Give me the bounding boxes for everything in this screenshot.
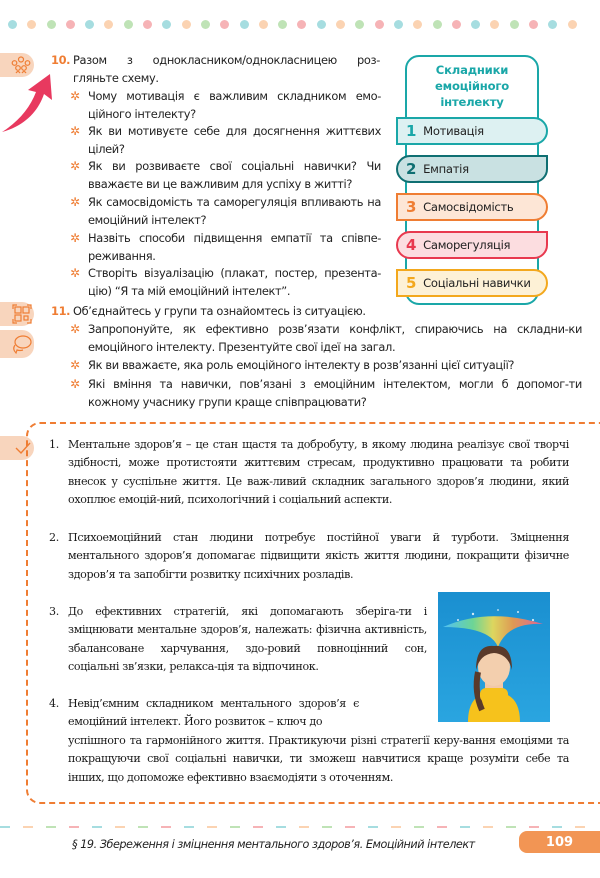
decorative-dot — [471, 20, 480, 29]
scheme-item — [396, 155, 548, 183]
task-11-number: 11. — [51, 304, 71, 318]
sun-bullet-icon: ✲ — [70, 89, 80, 103]
decorative-dash — [253, 826, 263, 828]
decorative-dot — [8, 20, 17, 29]
decorative-dot — [259, 20, 268, 29]
scheme-item-number: 3 — [406, 198, 417, 216]
discussion-tab — [0, 330, 34, 358]
scheme-item-label: Емпатія — [423, 162, 469, 176]
decorative-dash — [46, 826, 56, 828]
decorative-dash — [0, 826, 10, 828]
decorative-dash — [92, 826, 102, 828]
decorative-dash — [115, 826, 125, 828]
decorative-dash — [529, 826, 539, 828]
decorative-dash — [23, 826, 33, 828]
task-10-bullet: ✲ Як самосвідомість та саморегуляція впливають на емоційний інтелект? — [70, 194, 381, 229]
decorative-dot — [394, 20, 403, 29]
scheme-item-label: Самосвідомість — [423, 200, 514, 214]
decorative-dash — [230, 826, 240, 828]
task-11-bullet: ✲ Як ви вважаєте, яка роль емоційного інтелекту в розв’язанні цієї ситуації? — [70, 357, 582, 375]
footer-chapter-title: § 19. Збереження і зміцнення ментального здоров’я. Емоційний інтелект — [72, 838, 475, 851]
decorative-dash — [575, 826, 585, 828]
sun-bullet-icon: ✲ — [70, 358, 80, 372]
scheme-item-label: Соціальні навички — [423, 276, 531, 290]
decorative-dot — [336, 20, 345, 29]
task-10-bullet: ✲ Як ви мотивуєте себе для досягнення життєвих цілей? — [70, 123, 381, 158]
task-10-bullet: ✲ Як ви розвиваєте свої соціальні навички? Чи вважаєте ви це важливим для успіху в житті? — [70, 158, 381, 193]
decorative-dash — [207, 826, 217, 828]
scheme-item-number: 1 — [406, 122, 417, 140]
page-number: 109 — [519, 831, 600, 853]
decorative-dot — [27, 20, 36, 29]
decorative-dot — [355, 20, 364, 29]
decorative-dot — [182, 20, 191, 29]
red-arrow-icon — [0, 70, 56, 136]
decorative-dot — [297, 20, 306, 29]
decorative-dash — [322, 826, 332, 828]
decorative-dot — [433, 20, 442, 29]
decorative-dash — [345, 826, 355, 828]
sun-bullet-icon: ✲ — [70, 377, 80, 391]
scheme-item — [396, 231, 548, 259]
scheme-item-label: Мотивація — [423, 124, 484, 138]
decorative-dot — [490, 20, 499, 29]
scheme-item — [396, 193, 548, 221]
scheme-item — [396, 269, 548, 297]
scheme-item — [396, 117, 548, 145]
scheme-item-label: Саморегуляція — [423, 238, 511, 252]
task-10-line2: гляньте схему. — [73, 71, 159, 85]
scheme-title: Складники емоційного інтелекту — [435, 63, 509, 109]
decorative-dash — [184, 826, 194, 828]
decorative-dot — [548, 20, 557, 29]
decorative-dot — [529, 20, 538, 29]
decorative-dash — [506, 826, 516, 828]
sun-bullet-icon: ✲ — [70, 124, 80, 138]
decorative-dot — [375, 20, 384, 29]
summary-item-2: 2. Психоемоційний стан людини потребує постійної уваги й турботи. Зміцнення ментального здоров’я допомагає підвищити якість життя людини, покращити фізичне здоров’я та запобігти розвитку психічних розладів. — [49, 531, 569, 581]
decorative-dash — [414, 826, 424, 828]
qr-code-icon — [12, 304, 32, 324]
task-11-bullet: ✲ Які вміння та навички, пов’язані з емоційним інтелектом, могли б допомог-ти кожному учаснику групи краще співпрацювати? — [70, 376, 582, 411]
decorative-dot — [66, 20, 75, 29]
sun-bullet-icon: ✲ — [70, 322, 80, 336]
decorative-dash — [368, 826, 378, 828]
decorative-dot — [278, 20, 287, 29]
decorative-dot — [220, 20, 229, 29]
decorative-dash — [276, 826, 286, 828]
decorative-dash — [161, 826, 171, 828]
decorative-dot — [413, 20, 422, 29]
scheme-item-number: 2 — [406, 160, 417, 178]
decorative-dot — [124, 20, 133, 29]
summary-item-4-continued: успішного та гармонійного життя. Практикуючи різні стратегії керу-вання емоціями та покращуючи свої соціальні навички, ти зможеш навчитися краще розуміти себе та інших, що допоможе ефективно взаємодіяти з оточенням. — [68, 734, 569, 784]
summary-item-3: 3. До ефективних стратегій, які допомагають зберіга-ти і зміцнювати ментальне здоров’я, належать: фізична активність, збалансоване харчування, здо-ровий повноцінний сон, соціальні зв’язки, релакса-ція та відпочинок. — [49, 605, 427, 673]
sun-bullet-icon: ✲ — [70, 231, 80, 245]
sun-bullet-icon: ✲ — [70, 159, 80, 173]
decorative-dash — [69, 826, 79, 828]
decorative-dash — [552, 826, 562, 828]
decorative-dash — [460, 826, 470, 828]
decorative-dot — [85, 20, 94, 29]
decorative-dot — [452, 20, 461, 29]
summary-item-1: 1. Ментальне здоров’я – це стан щастя та добробуту, в якому людина реалізує свої творчі здібності, може протистояти життєвим стресам, продуктивно працювати та робити внесок у суспільне життя. Це важ-ливий складник загального здоров’я людини, який охоплює емоцій-ний, психологічний і соціальний аспекти. — [49, 438, 569, 506]
sun-bullet-icon: ✲ — [70, 266, 80, 280]
decorative-dot — [568, 20, 577, 29]
decorative-dot — [104, 20, 113, 29]
photo-woman-rainbow — [438, 592, 550, 722]
task-11-intro: Об’єднайтесь у групи та ознайомтесь із ситуацією. — [73, 304, 366, 318]
decorative-dot — [240, 20, 249, 29]
task-10-line1: Разом з однокласником/однокласницею роз- — [73, 53, 380, 67]
sun-bullet-icon: ✲ — [70, 195, 80, 209]
footer-dashed-line — [0, 826, 600, 828]
qr-tab — [0, 302, 34, 326]
decorative-dash — [437, 826, 447, 828]
decorative-dash — [138, 826, 148, 828]
task-10-bullet: ✲ Назвіть способи підвищення емпатії та співпе-реживання. — [70, 230, 381, 265]
task-10-bullet: ✲ Чому мотивація є важливим складником емо-ційного інтелекту? — [70, 88, 381, 123]
task-10-number: 10. — [51, 53, 71, 67]
scheme-item-number: 5 — [406, 274, 417, 292]
decorative-dash — [391, 826, 401, 828]
decorative-dot — [201, 20, 210, 29]
task-10-bullet: ✲ Створіть візуалізацію (плакат, постер, презента-цію) “Я та мій емоційний інтелект”. — [70, 265, 381, 300]
decorative-dot-row — [8, 20, 600, 30]
summary-item-4: 4. Невід’ємним складником ментального здоров’я є емоційний інтелект. Його розвиток – ключ до — [49, 697, 359, 729]
scheme-item-number: 4 — [406, 236, 417, 254]
decorative-dash — [483, 826, 493, 828]
speech-bubbles-icon — [10, 333, 32, 355]
task-11-bullet: ✲ Запропонуйте, як ефективно розв’язати конфлікт, спираючись на складни-ки емоційного інтелекту. Презентуйте свої ідеї на загал. — [70, 321, 582, 356]
decorative-dot — [317, 20, 326, 29]
decorative-dot — [143, 20, 152, 29]
decorative-dot — [47, 20, 56, 29]
decorative-dash — [299, 826, 309, 828]
decorative-dot — [510, 20, 519, 29]
decorative-dot — [162, 20, 171, 29]
